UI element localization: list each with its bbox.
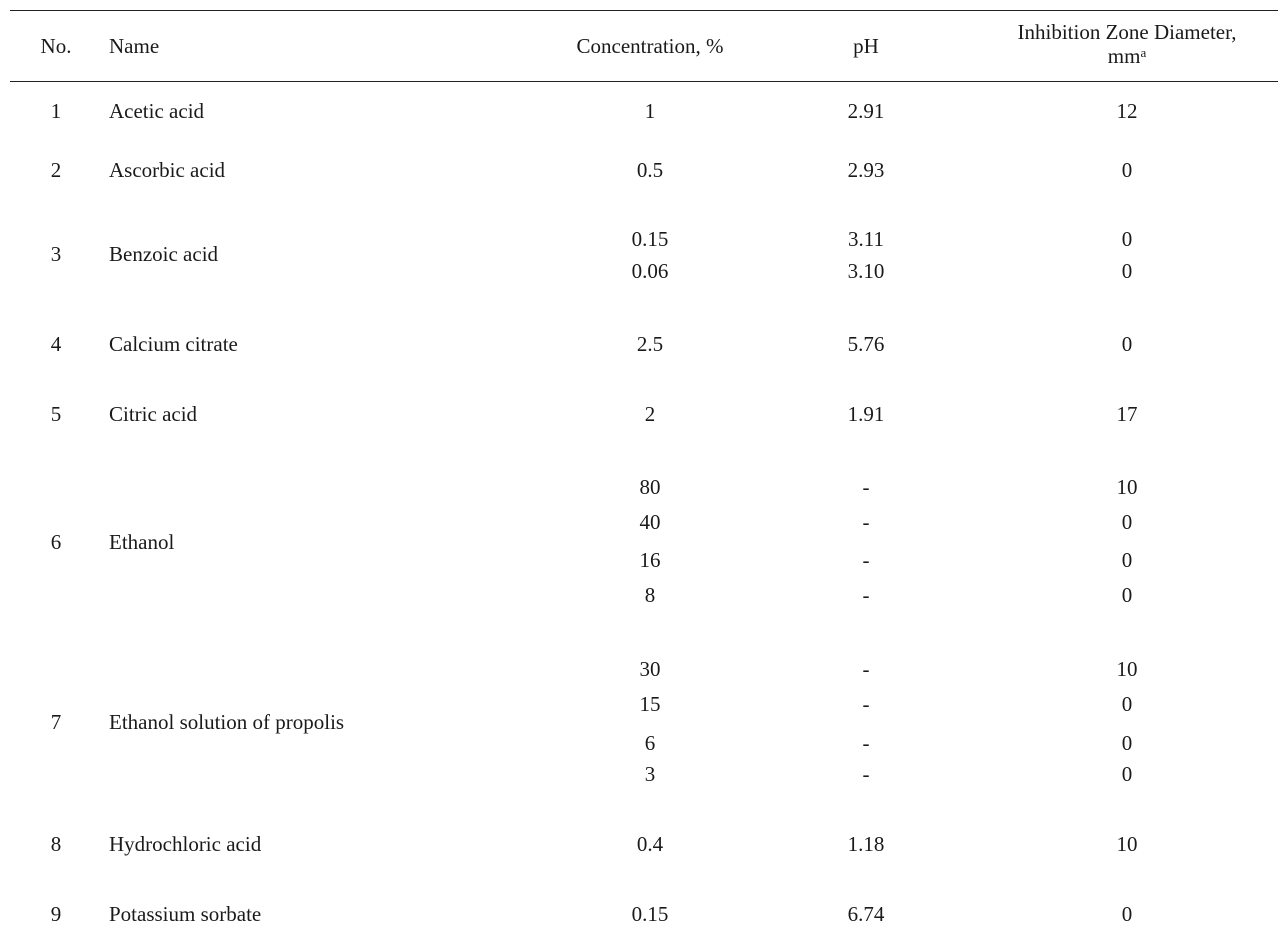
cell-inhibition-zone: 0 xyxy=(1121,259,1133,283)
table-top-rule xyxy=(10,10,1278,11)
header-zone-unit: mm xyxy=(1107,44,1141,68)
cell-concentration: 8 xyxy=(644,583,656,607)
header-bottom-rule xyxy=(10,81,1278,82)
header-zone-footnote-mark: a xyxy=(1140,45,1147,60)
row-number: 2 xyxy=(50,158,62,182)
cell-ph: - xyxy=(862,731,870,755)
cell-concentration: 1 xyxy=(644,99,656,123)
cell-concentration: 30 xyxy=(639,657,661,681)
header-inhibition-zone xyxy=(1017,20,1236,68)
row-number: 4 xyxy=(50,332,62,356)
row-name: Benzoic acid xyxy=(109,242,219,266)
row-name: Ethanol xyxy=(109,530,175,554)
header-name: Name xyxy=(109,34,160,58)
row-number: 9 xyxy=(50,902,62,926)
cell-concentration: 16 xyxy=(639,548,661,572)
cell-ph: - xyxy=(862,583,870,607)
cell-ph: - xyxy=(862,510,870,534)
cell-inhibition-zone: 17 xyxy=(1116,402,1138,426)
cell-inhibition-zone: 0 xyxy=(1121,158,1133,182)
row-name: Potassium sorbate xyxy=(109,902,262,926)
cell-concentration: 0.5 xyxy=(636,158,664,182)
header-no: No. xyxy=(40,34,72,58)
cell-inhibition-zone: 10 xyxy=(1116,657,1138,681)
cell-inhibition-zone: 12 xyxy=(1116,99,1138,123)
row-name: Ethanol solution of propolis xyxy=(109,710,345,734)
cell-inhibition-zone: 0 xyxy=(1121,692,1133,716)
cell-inhibition-zone: 10 xyxy=(1116,475,1138,499)
cell-concentration: 3 xyxy=(644,762,656,786)
cell-concentration: 15 xyxy=(639,692,661,716)
cell-concentration: 0.15 xyxy=(631,227,669,251)
cell-inhibition-zone: 0 xyxy=(1121,902,1133,926)
row-number: 1 xyxy=(50,99,62,123)
cell-concentration: 0.06 xyxy=(631,259,669,283)
cell-ph: - xyxy=(862,657,870,681)
cell-inhibition-zone: 0 xyxy=(1121,762,1133,786)
row-number: 8 xyxy=(50,832,62,856)
row-name: Citric acid xyxy=(109,402,198,426)
cell-concentration: 2 xyxy=(644,402,656,426)
row-number: 7 xyxy=(50,710,62,734)
cell-concentration: 80 xyxy=(639,475,661,499)
header-ph: pH xyxy=(853,34,879,58)
cell-concentration: 2.5 xyxy=(636,332,664,356)
cell-inhibition-zone: 0 xyxy=(1121,332,1133,356)
header-zone-line1: Inhibition Zone Diameter, xyxy=(1017,20,1237,44)
row-name: Calcium citrate xyxy=(109,332,238,356)
cell-ph: 6.74 xyxy=(847,902,885,926)
cell-inhibition-zone: 0 xyxy=(1121,548,1133,572)
cell-ph: 2.93 xyxy=(847,158,885,182)
cell-inhibition-zone: 0 xyxy=(1121,731,1133,755)
row-number: 3 xyxy=(50,242,62,266)
header-concentration: Concentration, % xyxy=(576,34,724,58)
cell-inhibition-zone: 0 xyxy=(1121,510,1133,534)
cell-concentration: 0.4 xyxy=(636,832,664,856)
cell-inhibition-zone: 10 xyxy=(1116,832,1138,856)
cell-concentration: 6 xyxy=(644,731,656,755)
cell-concentration: 0.15 xyxy=(631,902,669,926)
cell-ph: 5.76 xyxy=(847,332,885,356)
cell-ph: 1.91 xyxy=(847,402,885,426)
row-number: 5 xyxy=(50,402,62,426)
row-name: Acetic acid xyxy=(109,99,205,123)
row-name: Hydrochloric acid xyxy=(109,832,262,856)
row-name: Ascorbic acid xyxy=(109,158,226,182)
cell-ph: 1.18 xyxy=(847,832,885,856)
cell-ph: - xyxy=(862,475,870,499)
cell-ph: 3.11 xyxy=(848,227,884,251)
cell-ph: - xyxy=(862,762,870,786)
cell-concentration: 40 xyxy=(639,510,661,534)
cell-ph: - xyxy=(862,692,870,716)
cell-ph: - xyxy=(862,548,870,572)
cell-inhibition-zone: 0 xyxy=(1121,227,1133,251)
cell-ph: 3.10 xyxy=(847,259,885,283)
row-number: 6 xyxy=(50,530,62,554)
cell-ph: 2.91 xyxy=(847,99,885,123)
cell-inhibition-zone: 0 xyxy=(1121,583,1133,607)
